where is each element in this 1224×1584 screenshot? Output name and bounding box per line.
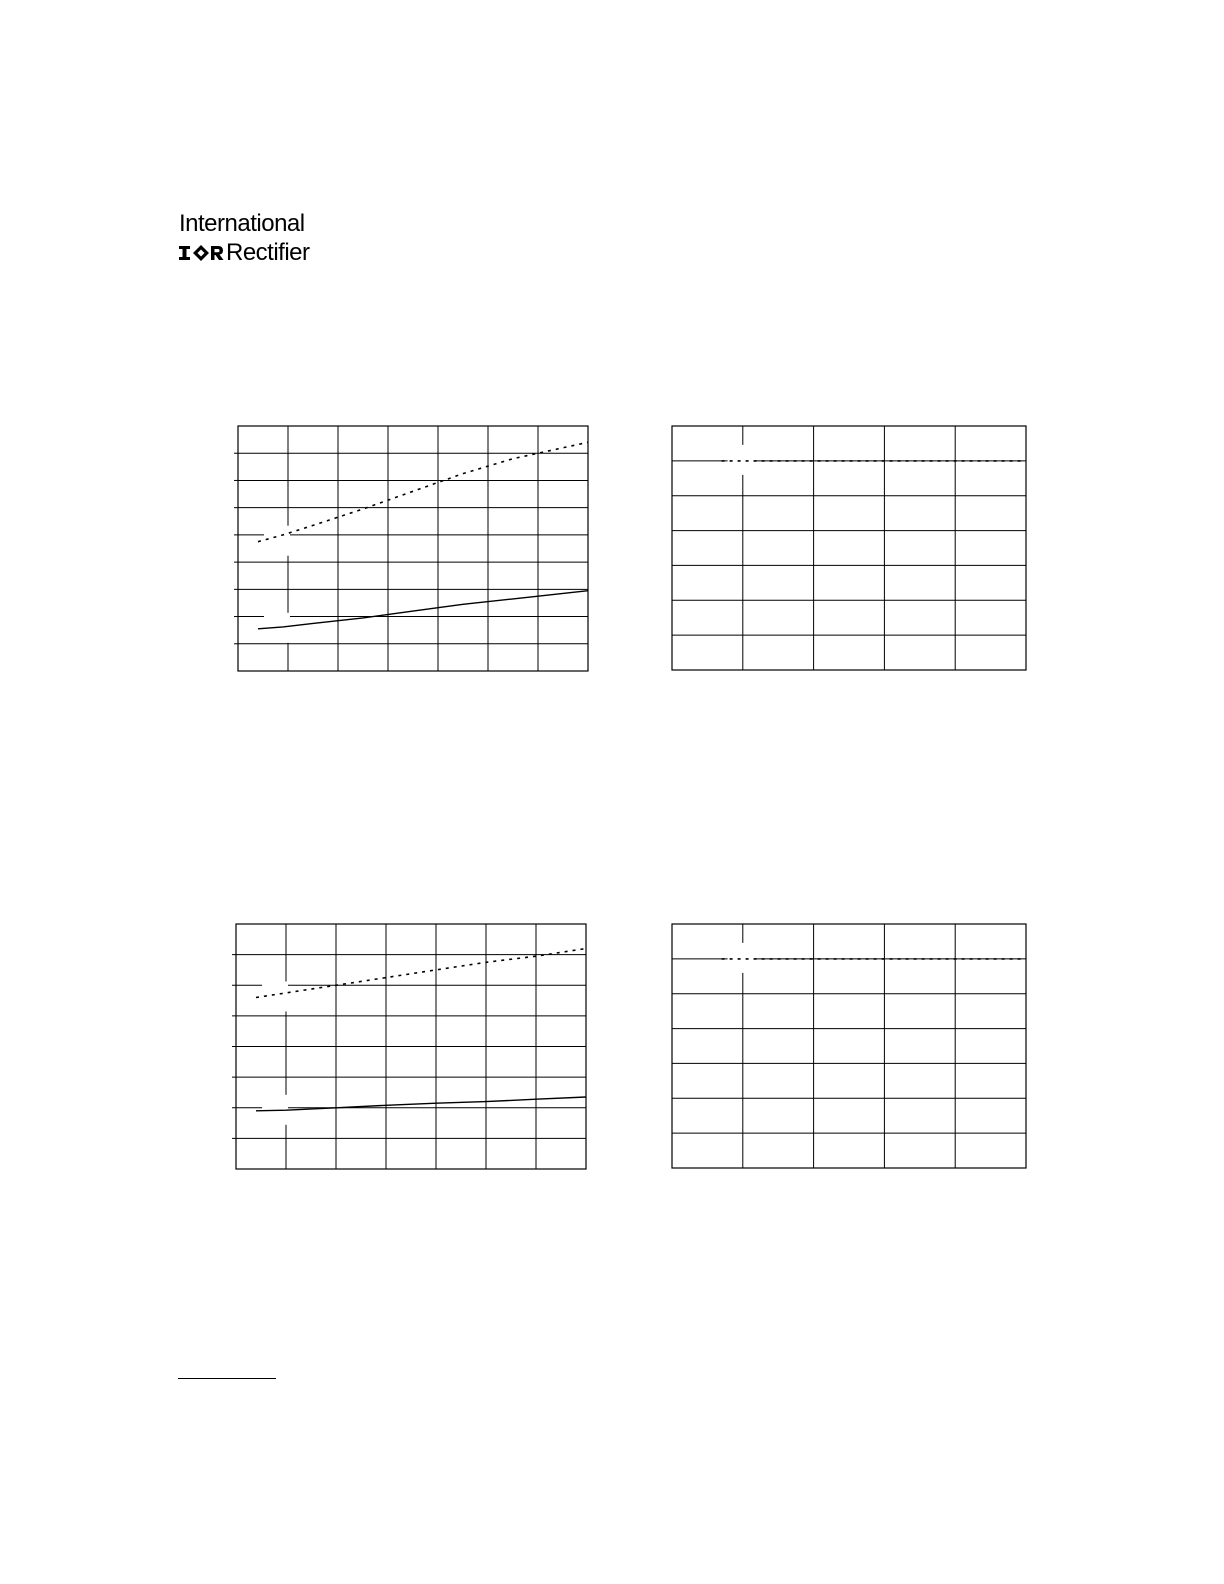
- chart-bottom-right: [666, 918, 1036, 1178]
- plot-frame: [672, 426, 1026, 670]
- series-label-box: [264, 526, 290, 556]
- chart-top-left: [230, 420, 600, 680]
- brand-word-rectifier: Rectifier: [226, 239, 310, 266]
- brand-line-rectifier: [178, 239, 310, 267]
- plot-frame: [238, 426, 588, 671]
- ior-logo-mark-icon: [178, 242, 224, 264]
- company-logo: [178, 210, 318, 270]
- series-label-box: [728, 943, 754, 973]
- brand-line-international: International: [179, 210, 305, 237]
- series-label-box: [728, 445, 754, 475]
- plot-frame: [672, 924, 1026, 1168]
- chart-bottom-left: [230, 918, 600, 1178]
- footnote-rule: [178, 1378, 276, 1379]
- chart-top-right: [666, 420, 1036, 680]
